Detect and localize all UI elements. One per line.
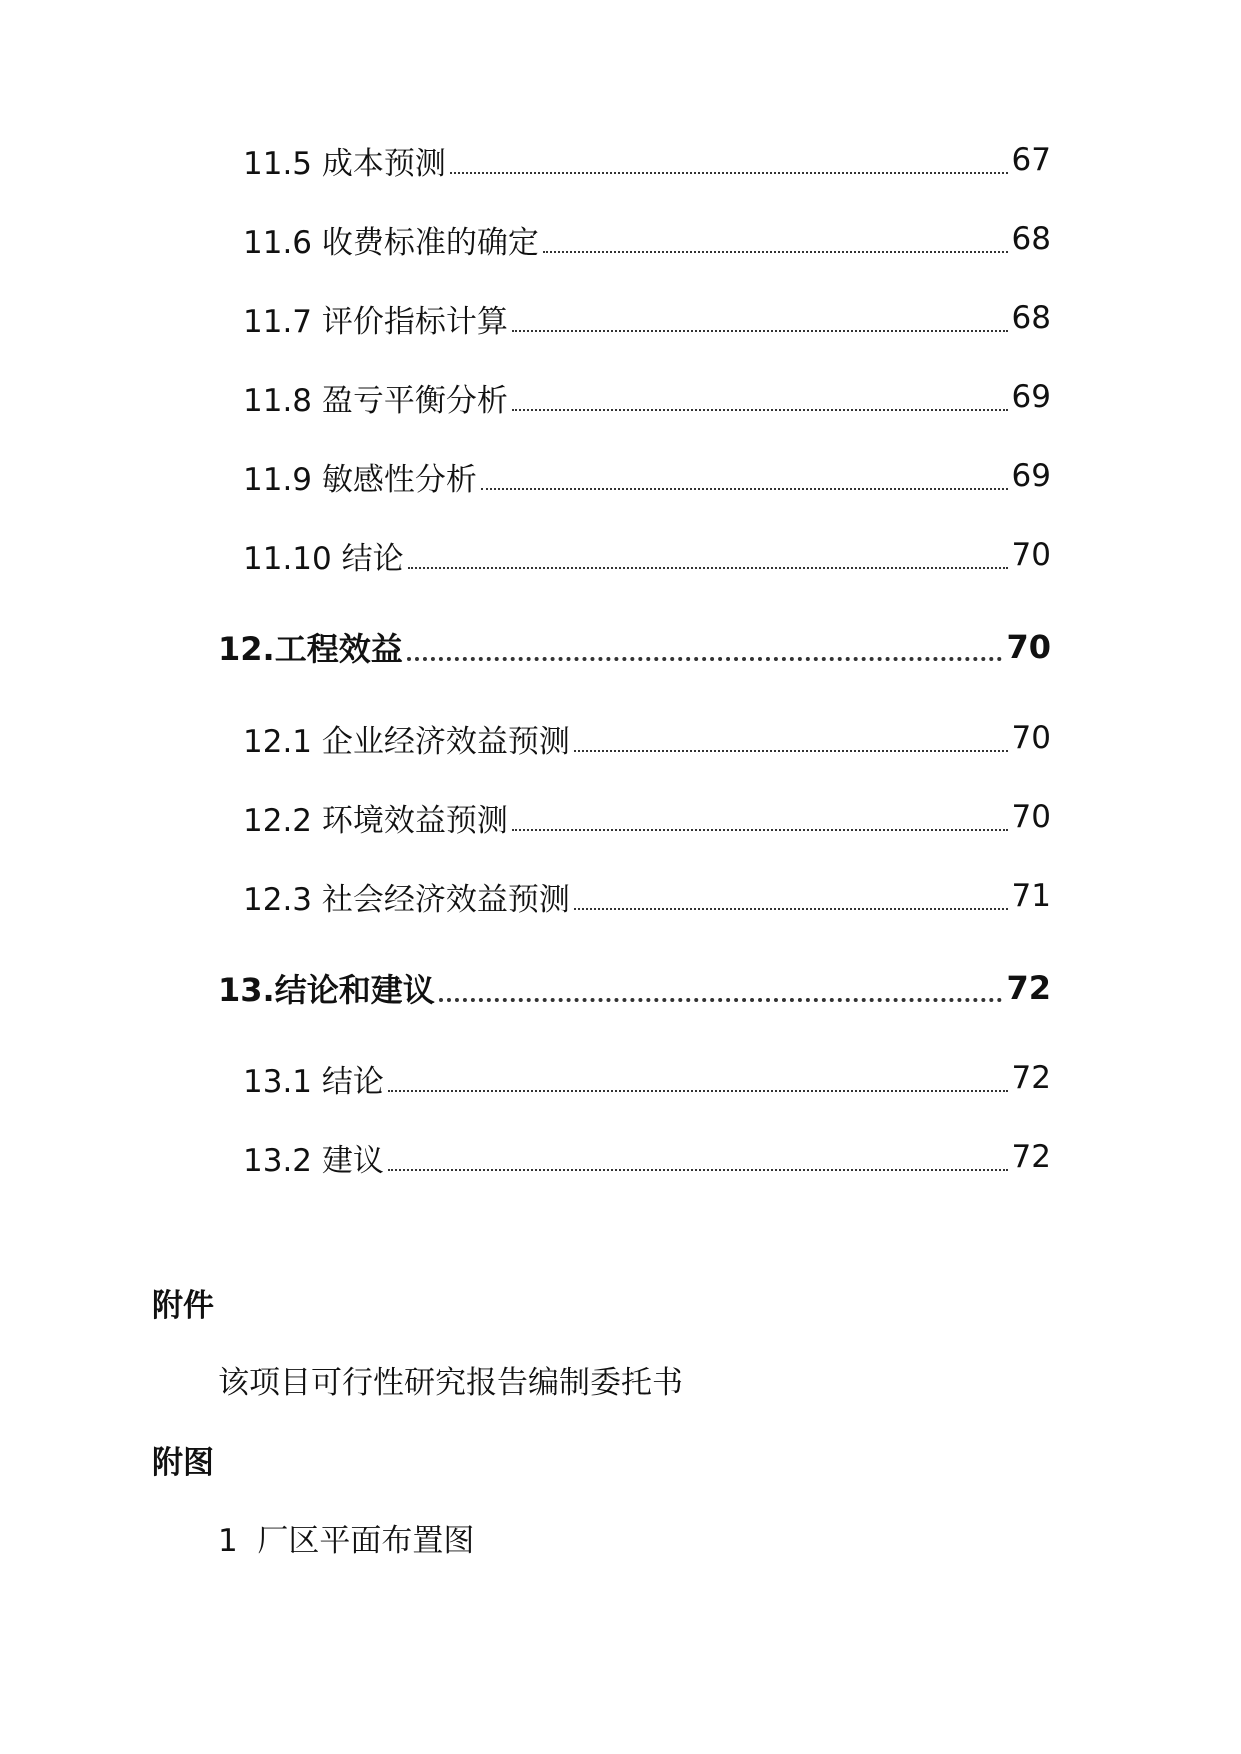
toc-entry-page: 72 [1011, 1139, 1051, 1175]
toc-entry-page: 72 [1006, 969, 1051, 1007]
toc-entry-page: 69 [1011, 458, 1051, 494]
toc-entry-title: 11.6 收费标准的确定 [243, 224, 539, 261]
toc-entry-13-1[interactable] [0, 1048, 1051, 1108]
toc-entry-page: 68 [1011, 300, 1051, 336]
toc-entry-title: 11.7 评价指标计算 [243, 303, 508, 340]
dot-leader [512, 405, 1008, 411]
toc-entry-title: 11.10 结论 [243, 540, 404, 577]
dot-leader [512, 326, 1008, 332]
toc-entry-title: 11.8 盈亏平衡分析 [243, 382, 508, 419]
dot-leader [574, 904, 1008, 910]
toc-entry-page: 67 [1011, 142, 1051, 178]
dot-leader [439, 994, 1003, 1002]
toc-entry-12-2[interactable] [0, 787, 1051, 847]
dot-leader [408, 563, 1008, 569]
attachments-heading: 附件 [152, 1288, 214, 1324]
toc-entry-11-10[interactable] [0, 525, 1051, 585]
toc-entry-11-9[interactable] [0, 446, 1051, 506]
toc-entry-title: 12.3 社会经济效益预测 [243, 881, 570, 918]
toc-entry-title: 11.5 成本预测 [243, 145, 446, 182]
toc-entry-page: 70 [1011, 537, 1051, 573]
toc-entry-page: 71 [1011, 878, 1051, 914]
dot-leader [543, 247, 1008, 253]
dot-leader [481, 484, 1008, 490]
toc-entry-title: 13.2 建议 [243, 1142, 384, 1179]
attachment-item: 该项目可行性研究报告编制委托书 [218, 1365, 683, 1401]
toc-entry-page: 68 [1011, 221, 1051, 257]
toc-entry-12-3[interactable] [0, 866, 1051, 926]
toc-entry-title: 12.工程效益 [218, 630, 403, 668]
dot-leader [512, 825, 1008, 831]
toc-chapter-13[interactable] [0, 958, 1051, 1018]
toc-chapter-12[interactable] [0, 617, 1051, 677]
figure-item: 1 厂区平面布置图 [218, 1523, 475, 1559]
toc-entry-page: 72 [1011, 1060, 1051, 1096]
figures-heading: 附图 [152, 1445, 214, 1481]
dot-leader [388, 1086, 1008, 1092]
toc-entry-12-1[interactable] [0, 708, 1051, 768]
toc-entry-page: 69 [1011, 379, 1051, 415]
toc-entry-11-7[interactable] [0, 288, 1051, 348]
toc-entry-11-5[interactable] [0, 130, 1051, 190]
toc-entry-title: 11.9 敏感性分析 [243, 461, 477, 498]
toc-entry-title: 13.结论和建议 [218, 971, 435, 1009]
toc-entry-title: 12.1 企业经济效益预测 [243, 723, 570, 760]
toc-entry-page: 70 [1011, 799, 1051, 835]
toc-entry-11-6[interactable] [0, 209, 1051, 269]
dot-leader [407, 653, 1003, 661]
toc-entry-11-8[interactable] [0, 367, 1051, 427]
toc-entry-title: 13.1 结论 [243, 1063, 384, 1100]
dot-leader [388, 1165, 1008, 1171]
dot-leader [574, 746, 1008, 752]
dot-leader [450, 168, 1008, 174]
toc-entry-page: 70 [1011, 720, 1051, 756]
toc-entry-page: 70 [1006, 628, 1051, 666]
toc-entry-title: 12.2 环境效益预测 [243, 802, 508, 839]
toc-entry-13-2[interactable] [0, 1127, 1051, 1187]
